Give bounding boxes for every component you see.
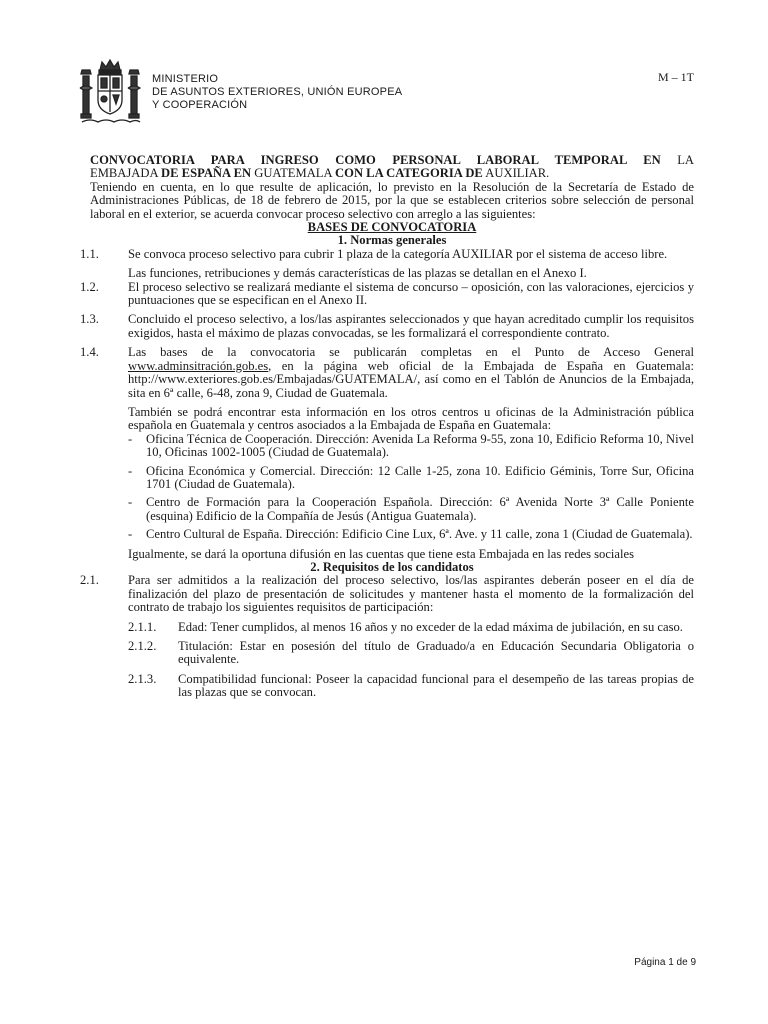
bullet-dash: - [128, 463, 133, 478]
list-item-text: Oficina Técnica de Cooperación. Dirección: Avenida La Reforma 9-55, zona 10, Edificio Reforma 10, Nivel 10, Oficinas 1002-1005 (Ciudad de Guatemala). [146, 431, 694, 460]
clause-text: Titulación: Estar en posesión del título de Graduado/a en Educación Secundaria Obligatoria o equivalente. [178, 639, 694, 667]
clause-number: 1.1. [80, 246, 99, 261]
clause-1-4-paragraph: También se podrá encontrar esta información en los otros centros u oficinas de la Administración pública española en Guatemala y centros asociados a la Embajada de España en Guatemala: [128, 404, 694, 433]
page-number: Página 1 de 9 [634, 957, 696, 968]
list-item [128, 433, 694, 460]
title-line-2 [90, 167, 694, 180]
title-bold-text: CONVOCATORIA PARA INGRESO COMO PERSONAL LABORAL TEMPORAL EN [90, 153, 661, 167]
clause-number: 2.1. [80, 573, 99, 588]
title-bold-text: DE ESPAÑA EN [161, 166, 252, 181]
intro-paragraph: Teniendo en cuenta, en lo que resulte de aplicación, lo previsto en la Resolución de la Secretaría de Estado de Administraciones Públicas, de 18 de febrero de 2015, por la que se establecen criterios sobre selección de personal laboral en el exterior, se acuerda convocar proceso selectivo con arreglo a las siguientes: [90, 179, 694, 221]
coat-of-arms-icon [78, 58, 142, 126]
clause-2-1-1 [90, 621, 694, 634]
clause-text: Compatibilidad funcional: Poseer la capacidad funcional para el desempeño de las tareas propias de las plazas que se convocan. [178, 671, 694, 700]
clause-text: Las bases de la convocatoria se publicarán completas en el Punto de Acceso General [128, 345, 694, 360]
clause-text: El proceso selectivo se realizará mediante el sistema de concurso – oposición, con las valoraciones, ejercicios y puntuaciones que se especifican en el Anexo II. [128, 279, 694, 308]
clause-text: Se convoca proceso selectivo para cubrir 1 plaza de la categoría AUXILIAR por el sistema de acceso libre. [128, 246, 668, 261]
ministry-line: MINISTERIO [152, 73, 219, 85]
list-item-text: Oficina Económica y Comercial. Dirección: 12 Calle 1-25, zona 10. Edificio Géminis, Torre Sur, Oficina 1701 (Ciudad de Guatemala). [146, 463, 694, 491]
section-2-heading: 2. Requisitos de los candidatos [310, 559, 474, 574]
bullet-dash: - [128, 495, 133, 510]
clause-1-1-paragraph: Las funciones, retribuciones y demás características de las plazas se detallan en el Anexo I. [128, 266, 587, 281]
access-point-link[interactable]: www.adminsitración.gob.es [128, 358, 269, 373]
clause-text: Para ser admitidos a la realización del proceso selectivo, los/las aspirantes deberán poseer en el día de finalización del plazo de presentación de solicitudes y mantener hasta el momento de la formalización del contrato de trabajo los siguientes requisitos de participación: [128, 573, 694, 615]
clause-1-1 [80, 246, 694, 261]
list-item-text: Centro de Formación para la Cooperación Española. Dirección: 6ª Avenida Norte 3ª Calle Poniente (esquina) Edificio de la Compañía de Jesús (Antigua Guatemala). [146, 495, 694, 523]
letterhead [78, 58, 698, 128]
clause-number: 2.1.1. [128, 619, 157, 634]
clause-1-3 [80, 312, 694, 340]
closing-paragraph: Igualmente, se dará la oportuna difusión en las cuentas que tiene esta Embajada en las redes sociales [128, 546, 635, 561]
ministry-name [152, 73, 402, 112]
clause-2-1-2 [90, 640, 694, 667]
bullet-dash: - [128, 431, 133, 446]
title-bold-text: CON LA CATEGORIA DE [335, 166, 483, 181]
clause-text: Concluido el proceso selectivo, a los/las aspirantes seleccionados y que hayan acreditado cumplir los requisitos exigidos, hasta el máximo de plazas convocadas, se les formalizará el correspondiente contrato. [128, 312, 694, 340]
clause-number: 1.2. [80, 279, 99, 294]
title-text: GUATEMALA [251, 166, 336, 181]
clause-number: 1.3. [80, 312, 99, 327]
clause-text: , en la página web oficial de la Embajada de España en Guatemala: http://www.exteriores.gob.es/Embajadas/GUATEMALA/, así como en el Tablón de Anuncios de la Embajada, sita en 6ª calle, 6-48, zona 9, Ciudad de Guatemala. [128, 358, 694, 400]
clause-number: 2.1.2. [128, 639, 157, 653]
section-1-heading: 1. Normas generales [337, 233, 447, 248]
title-text: LA [660, 153, 694, 167]
title-text: AUXILIAR. [482, 166, 550, 181]
clause-number: 2.1.3. [128, 671, 157, 686]
clause-2-1 [80, 573, 694, 615]
ministry-line: DE ASUNTOS EXTERIORES, UNIÓN EUROPEA [152, 86, 403, 98]
title-text: EMBAJADA [90, 166, 162, 181]
title-line-1 [90, 154, 694, 167]
document-code: M – 1T [658, 70, 694, 84]
bases-heading: BASES DE CONVOCATORIA [307, 220, 477, 235]
clause-2-1-3 [90, 673, 694, 700]
bullet-dash: - [128, 527, 133, 542]
ministry-line: Y COOPERACIÓN [152, 99, 248, 111]
list-item [128, 465, 694, 492]
list-item-text: Centro Cultural de España. Dirección: Edificio Cine Lux, 6ª. Ave. y 11 calle, zona 1 (Ciudad de Guatemala). [146, 527, 693, 542]
list-item [128, 528, 694, 541]
offices-list [90, 433, 694, 542]
list-item [128, 496, 694, 523]
document-body [80, 153, 694, 706]
clause-1-4 [80, 345, 694, 400]
clause-number: 1.4. [80, 345, 99, 360]
clause-1-2 [80, 279, 694, 308]
clause-text: Edad: Tener cumplidos, al menos 16 años y no exceder de la edad máxima de jubilación, en su caso. [178, 619, 683, 634]
